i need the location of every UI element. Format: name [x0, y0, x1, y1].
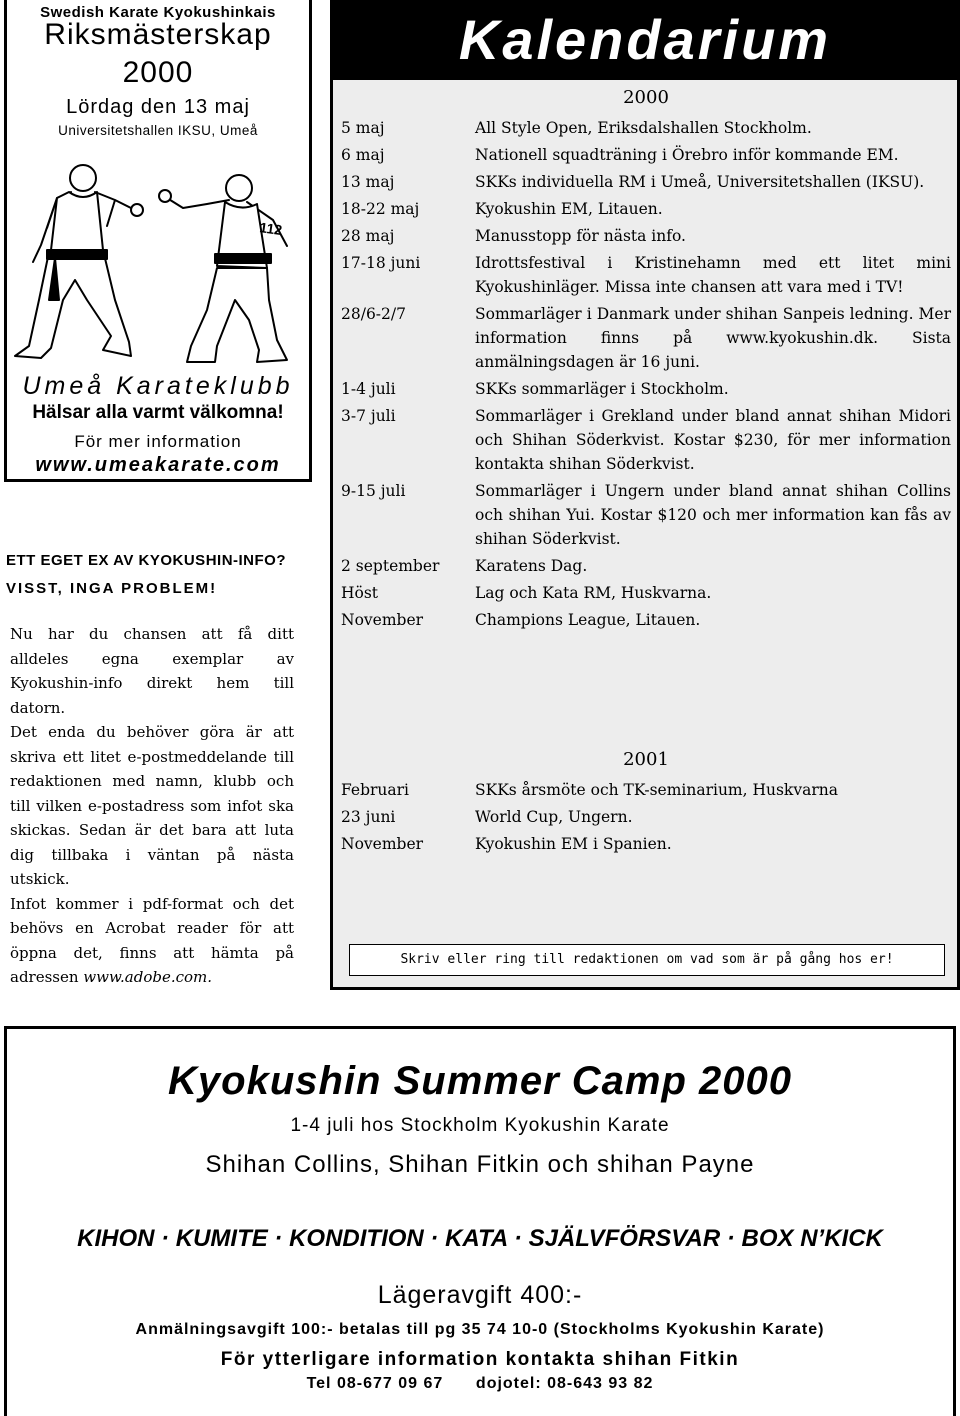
calendar-event: [341, 778, 951, 802]
event-date: 1-4 juli: [341, 380, 396, 398]
event-date: 18-22 maj: [341, 200, 420, 218]
event-date: November: [341, 835, 424, 853]
event-date: 13 maj: [341, 173, 395, 191]
event-description: Kyokushin EM i Spanien.: [475, 835, 672, 853]
event-title: Riksmästerskap: [44, 18, 272, 51]
karate-fighters-illustration: [11, 150, 305, 372]
calendar-2001: [341, 748, 951, 859]
calendar-event: [341, 479, 951, 551]
more-info-label: För mer information: [74, 432, 242, 451]
club-name: Umeå Karateklubb: [22, 372, 294, 400]
event-date: Lördag den 13 maj: [66, 96, 250, 118]
event-description: SKKs årsmöte och TK-seminarium, Huskvarna: [475, 781, 838, 799]
welcome-text: Hälsar alla varmt välkomna!: [32, 402, 284, 423]
year-heading: 2000: [623, 87, 669, 108]
event-date: 17-18 juni: [341, 254, 421, 272]
event-date: 28/6-2/7: [341, 305, 406, 323]
calendar-2000: [341, 86, 951, 635]
event-date: November: [341, 611, 424, 629]
article-body: [10, 622, 294, 990]
registration-info: Anmälningsavgift 100:- betalas till pg 35 74 10-0 (Stockholms Kyokushin Karate): [135, 1321, 825, 1338]
calendar-event: [341, 581, 951, 605]
event-description: SKKs individuella RM i Umeå, Universitetshallen (IKSU).: [475, 173, 925, 191]
calendar-event: [341, 116, 951, 140]
event-description: Sommarläger i Danmark under shihan Sanpeis ledning. Mer information finns på www.kyokushin.dk. Sista anmälningsdagen är 16 juni.: [475, 305, 951, 371]
adobe-link[interactable]: www.adobe.com.: [83, 968, 213, 986]
camp-instructors: Shihan Collins, Shihan Fitkin och shihan Payne: [205, 1151, 755, 1178]
calendar-event: [341, 224, 951, 248]
event-date: 6 maj: [341, 146, 385, 164]
calendar-event: [341, 302, 951, 374]
event-date: 3-7 juli: [341, 407, 396, 425]
event-description: Lag och Kata RM, Huskvarna.: [475, 584, 712, 602]
event-description: Sommarläger i Ungern under bland annat shihan Collins och shihan Yui. Kostar $120 och mer information kan fås av shihan Söderkvist.: [475, 482, 951, 548]
article-paragraph: Nu har du chansen att få ditt alldeles egna exemplar av Kyokushin-info direkt hem till datorn.: [10, 625, 294, 717]
event-description: SKKs sommarläger i Stockholm.: [475, 380, 729, 398]
article-paragraph: Det enda du behöver göra är att skriva ett litet e-postmeddelande till redaktionen med namn, klubb och till vilken e-postadress som infot ska skickas. Sedan är det bara att luta dig tillbaka i väntan på nästa utskick.: [10, 723, 294, 888]
event-date: 23 juni: [341, 808, 396, 826]
calendar-event: [341, 832, 951, 856]
camp-dates: 1-4 juli hos Stockholm Kyokushin Karate: [290, 1115, 670, 1136]
event-description: Sommarläger i Grekland under bland annat shihan Midori och Shihan Söderkvist. Kostar $230, för mer information kontakta shihan Söderkvist.: [475, 407, 951, 473]
camp-fee: Lägeravgift 400:-: [377, 1281, 583, 1309]
article-subheading: VISST, INGA PROBLEM!: [6, 580, 218, 597]
event-year: 2000: [122, 56, 194, 89]
event-venue: Universitetshallen IKSU, Umeå: [58, 123, 258, 138]
club-website-link[interactable]: www.umeakarate.com: [35, 454, 281, 476]
event-date: 2 september: [341, 557, 440, 575]
phone-numbers: Tel 08-677 09 67 dojotel: 08-643 93 82: [306, 1375, 654, 1392]
calendar-event: [341, 251, 951, 299]
event-description: World Cup, Ungern.: [475, 808, 633, 826]
event-date: Höst: [341, 584, 379, 602]
event-description: Manusstopp för nästa info.: [475, 227, 686, 245]
event-description: Nationell squadträning i Örebro inför kommande EM.: [475, 146, 899, 164]
event-date: 28 maj: [341, 227, 395, 245]
camp-title: Kyokushin Summer Camp 2000: [168, 1059, 792, 1103]
calendar-event: [341, 143, 951, 167]
calendar-event: [341, 197, 951, 221]
calendar-panel: [330, 0, 960, 990]
contact-note: Skriv eller ring till redaktionen om vad som är på gång hos er!: [349, 944, 945, 976]
calendar-event: [341, 170, 951, 194]
calendar-event: [341, 377, 951, 401]
event-date: 5 maj: [341, 119, 385, 137]
calendar-event: [341, 608, 951, 632]
event-description: Idrottsfestival i Kristinehamn med ett litet mini Kyokushinläger. Missa inte chansen att vara med i TV!: [475, 254, 951, 296]
event-description: Karatens Dag.: [475, 557, 588, 575]
event-description: Champions League, Litauen.: [475, 611, 701, 629]
calendar-title: Kalendarium: [333, 0, 957, 80]
event-description: Kyokushin EM, Litauen.: [475, 200, 663, 218]
event-description: All Style Open, Eriksdalshallen Stockholm.: [475, 119, 812, 137]
event-date: 9-15 juli: [341, 482, 406, 500]
summer-camp-box: [4, 1026, 956, 1416]
organizer: Swedish Karate Kyokushinkais: [40, 4, 276, 21]
calendar-event: [341, 805, 951, 829]
year-heading: 2001: [623, 749, 669, 770]
event-box: [4, 0, 312, 482]
article-heading: ETT EGET EX AV KYOKUSHIN-INFO?: [6, 552, 287, 569]
article-paragraph: Infot kommer i pdf-format och det behövs en Acrobat reader för att öppna det, finns att hämta på adressen www.adobe.com.: [10, 894, 294, 986]
camp-disciplines: KIHON · KUMITE · KONDITION · KATA · SJÄLVFÖRSVAR · BOX N’KICK: [77, 1225, 883, 1252]
calendar-event: [341, 554, 951, 578]
event-date: Februari: [341, 781, 410, 799]
contact-info: För ytterligare information kontakta shihan Fitkin: [220, 1349, 740, 1370]
calendar-event: [341, 404, 951, 476]
svg-text:112: 112: [258, 219, 284, 239]
